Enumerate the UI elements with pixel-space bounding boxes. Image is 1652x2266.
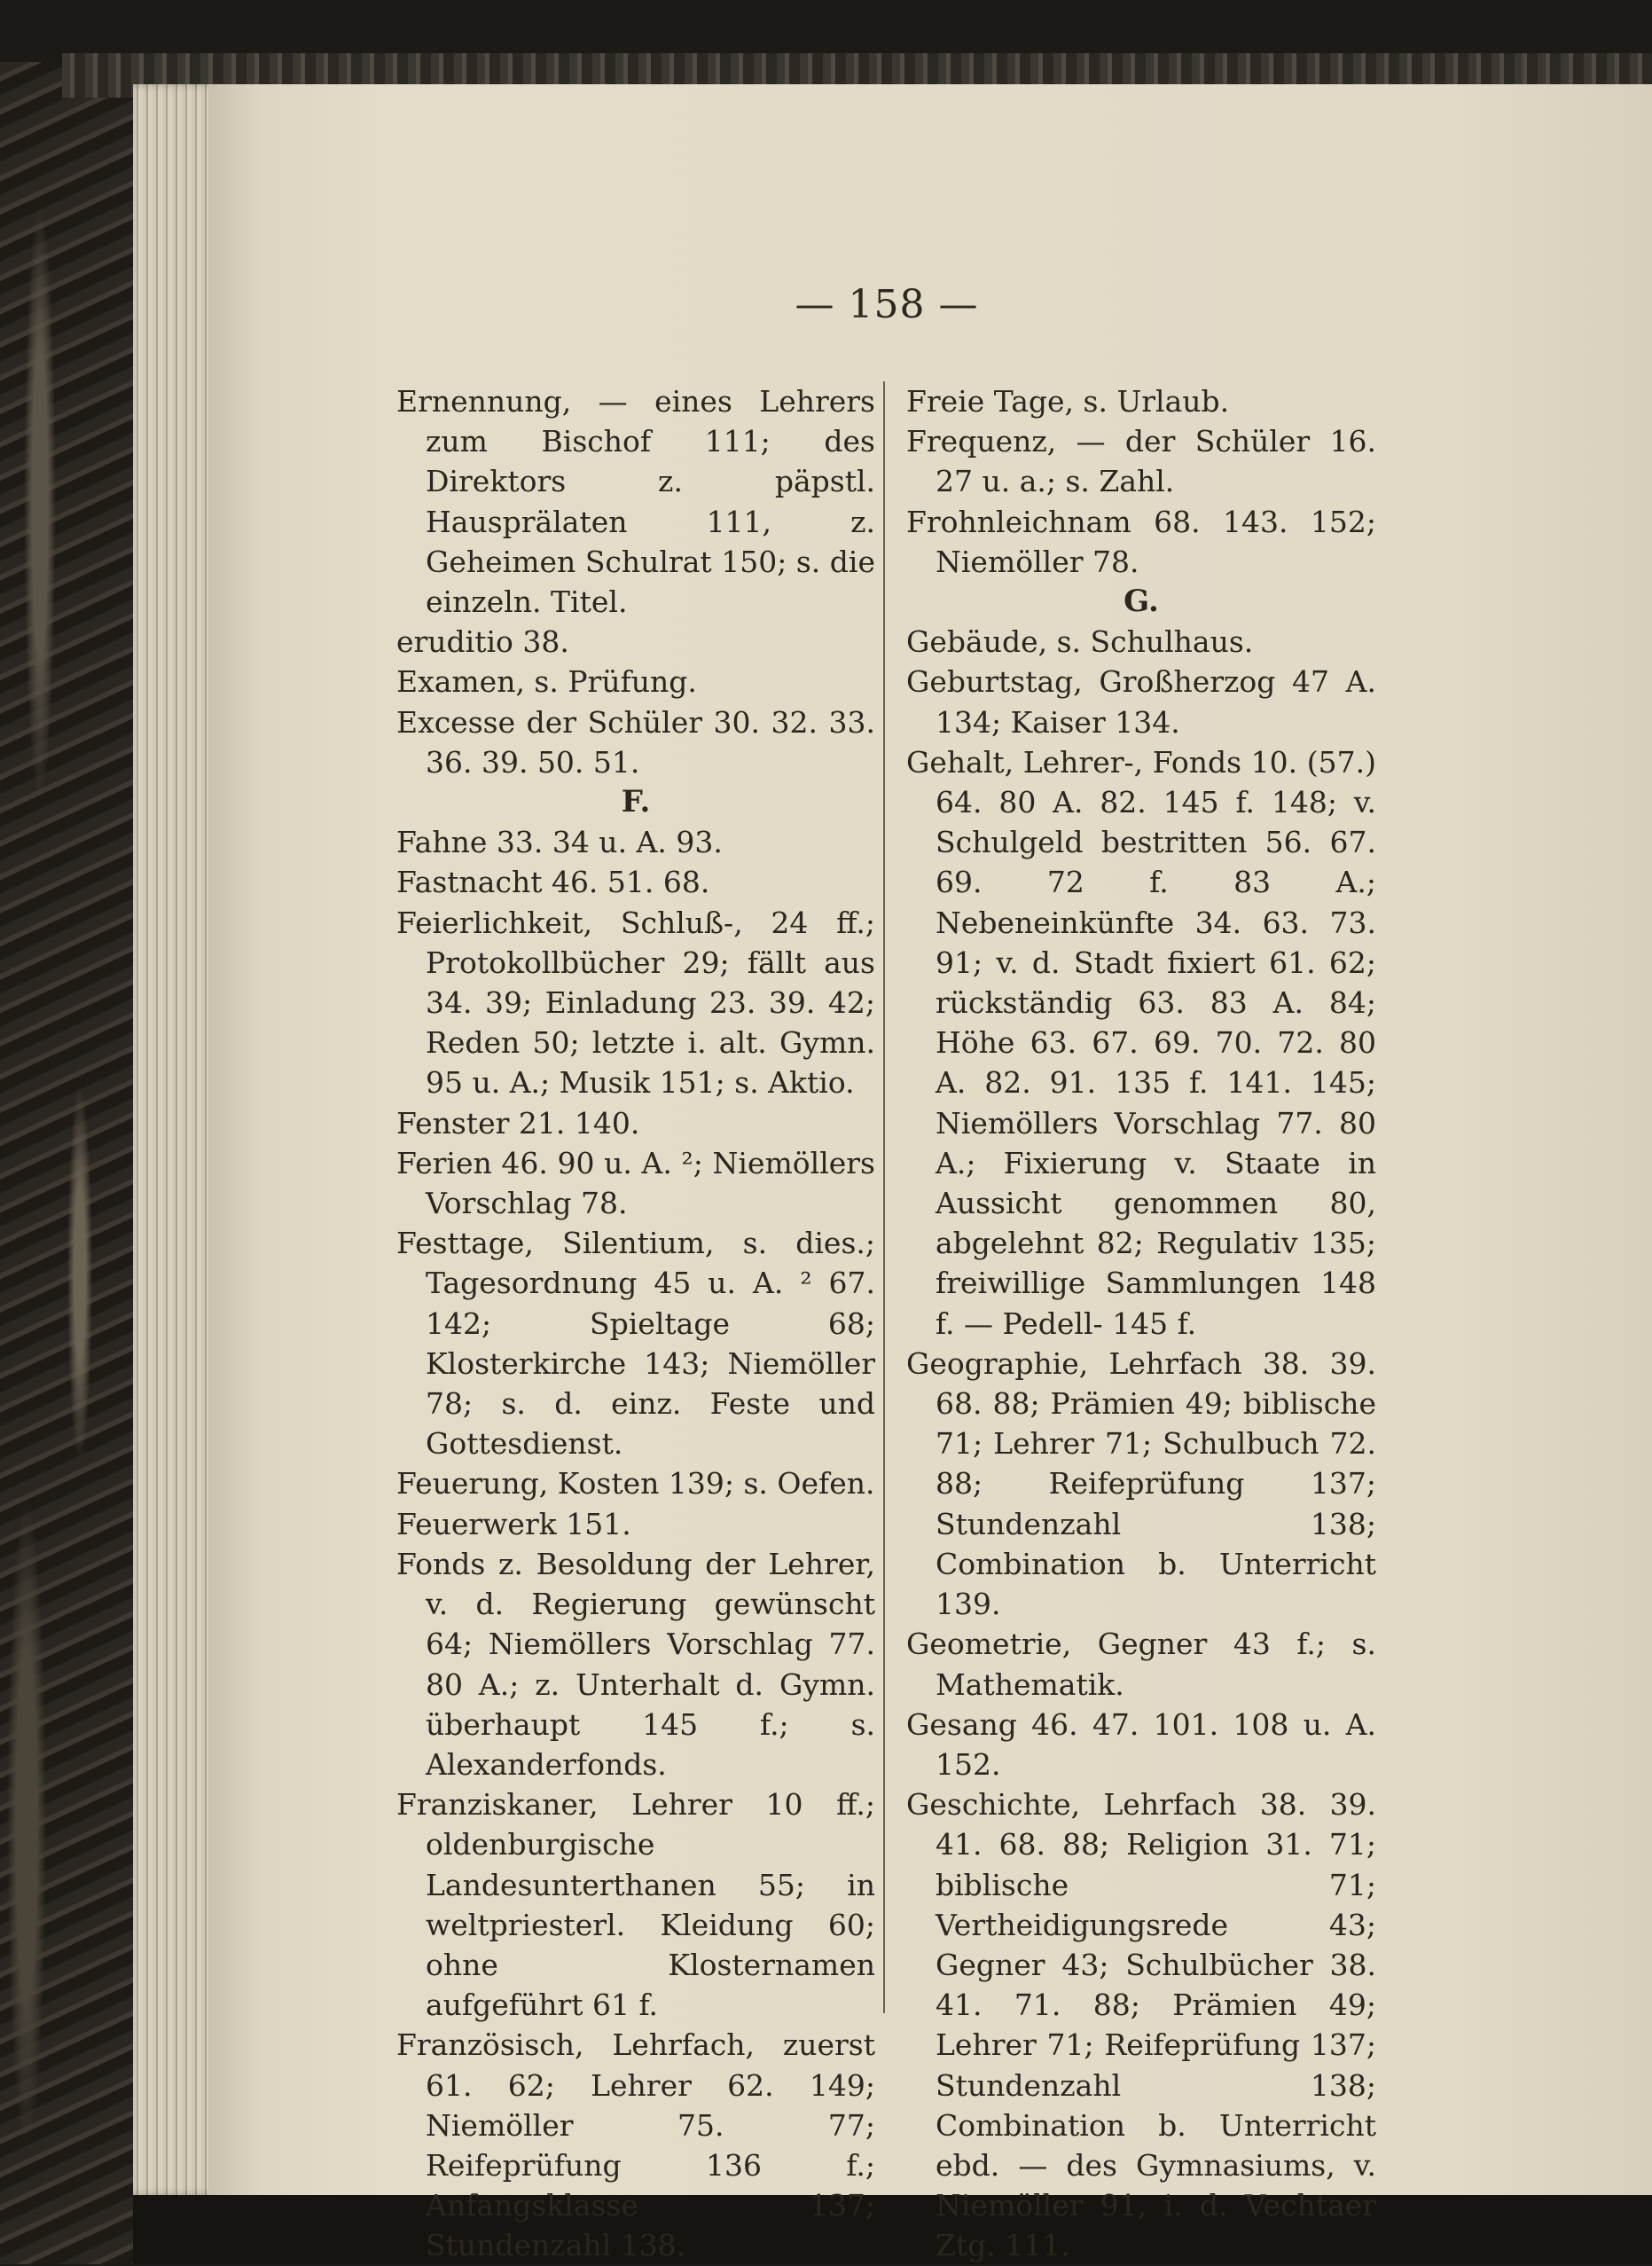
- index-entry: Geometrie, Gegner 43 f.; s. Mathematik.: [906, 1627, 1376, 1702]
- index-entry: Franziskaner, Lehrer 10 ff.; oldenburgische Landesunterthanen 55; in weltpriesterl. Kleidung 60; ohne Klosternamen aufgeführt 61 f.: [396, 1787, 875, 2023]
- background-bottom: [133, 2195, 1652, 2264]
- page-number: — 158 —: [795, 282, 979, 327]
- section-letter: G.: [1124, 584, 1159, 620]
- index-entry: Französisch, Lehrfach, zuerst 61. 62; Lehrer 62. 149; Niemöller 75. 77; Reifeprüfung 136 f.; Anfangsklasse 137; Stundenzahl 138.: [396, 2027, 875, 2263]
- index-column-right: [906, 381, 1376, 2266]
- index-entry: Frohnleichnam 68. 143. 152; Niemöller 78.: [906, 504, 1376, 579]
- index-entry: Geschichte, Lehrfach 38. 39. 41. 68. 88; Religion 31. 71; biblische 71; Vertheidigungsrede 43; Gegner 43; Schulbücher 38. 41. 71. 88; Prämien 49; Lehrer 71; Reifeprüfung 137; Stundenzahl 138; Combination b. Unterricht ebd. — des Gymnasiums, v. Niemöller 91, i. d. Vechtaer Ztg. 111.: [906, 1787, 1376, 2263]
- index-entry: Gebäude, s. Schulhaus.: [906, 624, 1254, 660]
- index-entry: Examen, s. Prüfung.: [396, 664, 697, 700]
- index-entry: Fonds z. Besoldung der Lehrer, v. d. Regierung gewünscht 64; Niemöllers Vorschlag 77. 80 A.; z. Unterhalt d. Gymn. überhaupt 145 f.; s. Alexanderfonds.: [396, 1546, 875, 1782]
- marbled-cover: [0, 62, 133, 2264]
- section-letter: F.: [621, 784, 651, 820]
- index-entry: Ferien 46. 90 u. A. ²; Niemöllers Vorschlag 78.: [396, 1145, 875, 1221]
- index-entry: Frequenz, — der Schüler 16. 27 u. a.; s. Zahl.: [906, 424, 1376, 499]
- column-divider: [883, 381, 885, 2013]
- index-entry: Fastnacht 46. 51. 68.: [396, 865, 710, 900]
- index-entry: Fahne 33. 34 u. A. 93.: [396, 825, 723, 860]
- index-entry: Gehalt, Lehrer-, Fonds 10. (57.) 64. 80 A. 82. 145 f. 148; v. Schulgeld bestritten 56. 67. 69. 72 f. 83 A.; Nebeneinkünfte 34. 63. 73. 91; v. d. Stadt fixiert 61. 62; rückständig 63. 83 A. 84; Höhe 63. 67. 69. 70. 72. 80 A. 82. 91. 135 f. 141. 145; Niemöllers Vorschlag 77. 80 A.; Fixierung v. Staate in Aussicht genommen 80, abgelehnt 82; Regulativ 135; freiwillige Sammlungen 148 f. — Pedell- 145 f.: [906, 744, 1376, 1341]
- index-entry: Ernennung, — eines Lehrers zum Bischof 111; des Direktors z. päpstl. Hausprälaten 111, z. Geheimen Schulrat 150; s. die einzeln. Titel.: [396, 384, 875, 620]
- index-entry: Freie Tage, s. Urlaub.: [906, 384, 1230, 419]
- index-entry: Festtage, Silentium, s. dies.; Tagesordnung 45 u. A. ² 67. 142; Spieltage 68; Klosterkirche 143; Niemöller 78; s. d. einz. Feste und Gottesdienst.: [396, 1226, 875, 1462]
- index-entry: Feuerwerk 151.: [396, 1506, 631, 1541]
- index-entry: Feierlichkeit, Schluß-, 24 ff.; Protokollbücher 29; fällt aus 34. 39; Einladung 23. 39. 42; Reden 50; letzte i. alt. Gymn. 95 u. A.; Musik 151; s. Aktio.: [396, 905, 875, 1101]
- index-entry: Feuerung, Kosten 139; s. Oefen.: [396, 1466, 875, 1502]
- index-column-left: [396, 381, 875, 2266]
- index-entry: Geographie, Lehrfach 38. 39. 68. 88; Prämien 49; biblische 71; Lehrer 71; Schulbuch 72. 88; Reifeprüfung 137; Stundenzahl 138; Combination b. Unterricht 139.: [906, 1345, 1376, 1622]
- index-entry: Excesse der Schüler 30. 32. 33. 36. 39. 50. 51.: [396, 704, 875, 780]
- index-entry: Geburtstag, Großherzog 47 A. 134; Kaiser 134.: [906, 664, 1376, 740]
- index-entry: eruditio 38.: [396, 624, 569, 660]
- index-entry: Gesang 46. 47. 101. 108 u. A. 152.: [906, 1706, 1376, 1782]
- index-entry: Fenster 21. 140.: [396, 1105, 640, 1141]
